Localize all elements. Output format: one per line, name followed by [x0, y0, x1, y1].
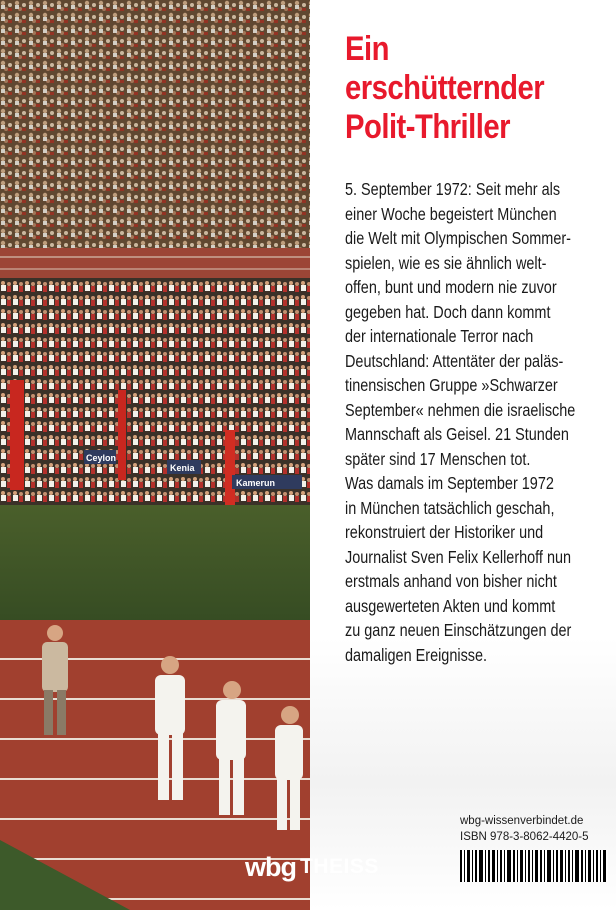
- blurb-line: September« nehmen die israelische: [345, 399, 576, 420]
- blurb-line: spielen, wie es sie ähnlich welt-: [345, 252, 547, 273]
- publisher-logo: [245, 852, 379, 882]
- blurb-line: tinensischen Gruppe »Schwarzer: [345, 375, 558, 395]
- photo-sign-kenia: Kenia: [170, 463, 195, 473]
- blurb-line: erstmals anhand von bisher nicht: [345, 571, 557, 591]
- barcode-icon: [460, 850, 608, 882]
- headline-line: erschütternder: [345, 69, 545, 107]
- blurb-line: Deutschland: Attentäter der paläs-: [345, 350, 564, 371]
- headline: [345, 30, 577, 147]
- back-cover-text-panel: [310, 0, 616, 910]
- blurb-line: die Welt mit Olympischen Sommer-: [345, 228, 571, 248]
- blurb-line: ausgewerteten Akten und kommt: [345, 595, 556, 616]
- headline-line: Ein: [345, 30, 389, 68]
- blurb-line: einer Woche begeistert München: [345, 203, 557, 224]
- logo-wbg-text: wbg: [245, 851, 296, 882]
- blurb-line: in München tatsächlich geschah,: [345, 497, 555, 518]
- publisher-url: wbg-wissenverbindet.de: [460, 815, 584, 827]
- blurb-line: Mannschaft als Geisel. 21 Stunden: [345, 424, 569, 444]
- photo-sign-kamerun: Kamerun: [236, 478, 276, 488]
- blurb-line: später sind 17 Menschen tot.: [345, 448, 531, 469]
- blurb-line: damaligen Ereignisse.: [345, 644, 488, 665]
- blurb-line: Journalist Sven Felix Kellerhoff nun: [345, 546, 572, 567]
- headline-line: Polit-Thriller: [345, 108, 510, 146]
- blurb-line: offen, bunt und modern nie zuvor: [345, 277, 557, 297]
- blurb-text: [345, 177, 597, 667]
- logo-theiss-text: THEISS: [300, 855, 379, 878]
- blurb-line: gegeben hat. Doch dann kommt: [345, 301, 551, 322]
- blurb-line: 5. September 1972: Seit mehr als: [345, 179, 561, 199]
- blurb-line: rekonstruiert der Historiker und: [345, 522, 544, 542]
- photo-sign-ceylon: Ceylon: [86, 453, 117, 463]
- blurb-line: zu ganz neuen Einschätzungen der: [345, 620, 572, 640]
- isbn-number: ISBN 978-3-8062-4420-5: [460, 831, 589, 843]
- blurb-line: Was damals im September 1972: [345, 473, 554, 493]
- blurb-line: der internationale Terror nach: [345, 326, 534, 346]
